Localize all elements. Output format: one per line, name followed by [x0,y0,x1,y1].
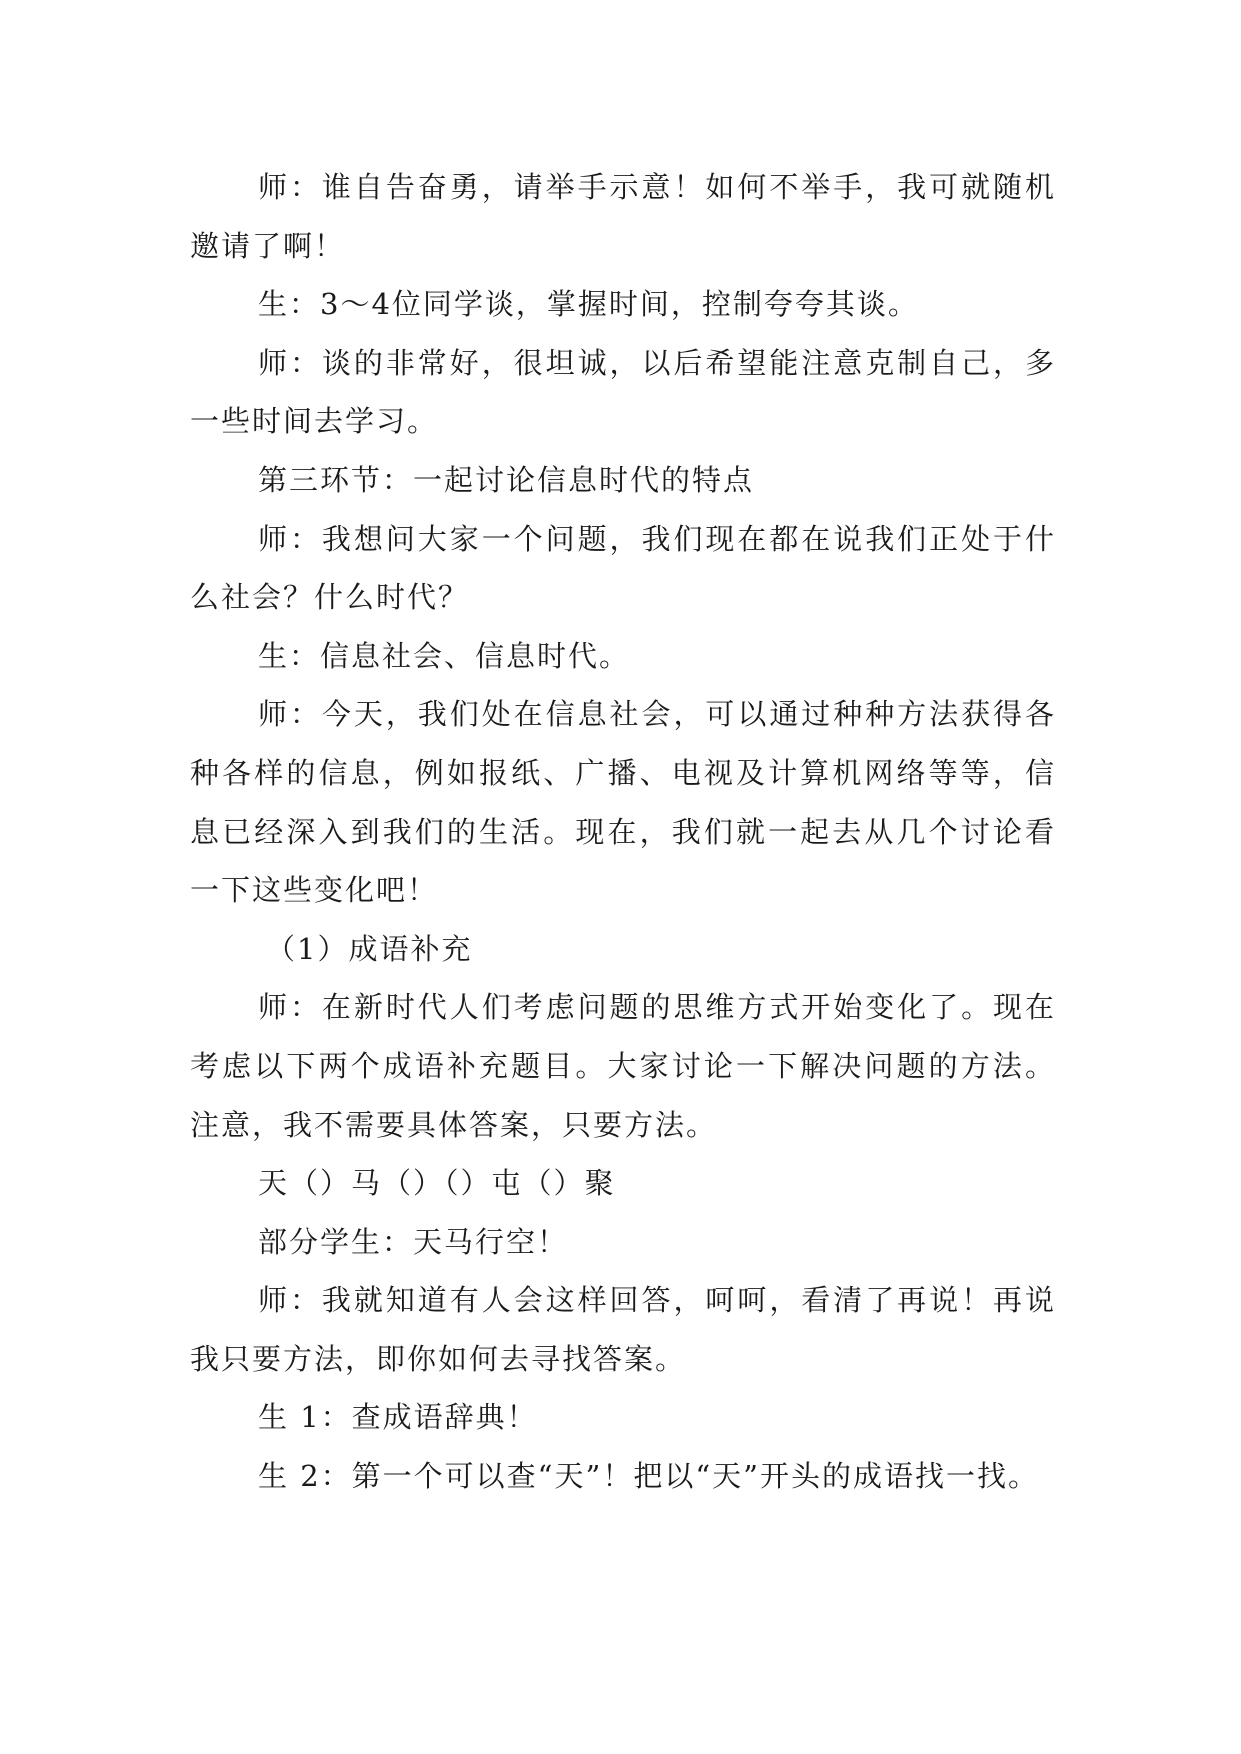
section-heading: 第三环节：一起讨论信息时代的特点 [258,462,755,497]
paragraph: 师：谁自告奋勇，请举手示意！如何不举手，我可就随机邀请了啊！ [190,170,1056,263]
idiom-puzzle: 天（）马（）（）屯（）聚 [258,1166,616,1201]
paragraph: 生 1：查成语辞典！ [258,1400,538,1435]
paragraph: 部分学生：天马行空！ [258,1224,569,1259]
paragraph: 生 2：第一个可以查“天”！把以“天”开头的成语找一找。 [258,1459,1039,1494]
paragraph: 师：今天，我们处在信息社会，可以通过种种方法获得各种各样的信息，例如报纸、广播、电视及计算机网络等等，信息已经深入到我们的生活。现在，我们就一起去从几个讨论看一下这些变化吧！ [190,697,1056,908]
paragraph: 师：在新时代人们考虑问题的思维方式开始变化了。现在考虑以下两个成语补充题目。大家讨论一下解决问题的方法。注意，我不需要具体答案，只要方法。 [190,990,1056,1142]
paragraph: 师：我就知道有人会这样回答，呵呵，看清了再说！再说我只要方法，即你如何去寻找答案。 [190,1283,1056,1376]
subsection-heading: （1）成语补充 [266,931,473,966]
paragraph: 生：信息社会、信息时代。 [258,638,631,673]
paragraph: 生：3～4位同学谈，掌握时间，控制夸夸其谈。 [258,287,919,322]
document-body [190,158,1056,1506]
paragraph: 师：我想问大家一个问题，我们现在都在说我们正处于什么社会？什么时代？ [190,521,1056,615]
paragraph: 师：谈的非常好，很坦诚，以后希望能注意克制自己，多一些时间去学习。 [190,345,1056,439]
